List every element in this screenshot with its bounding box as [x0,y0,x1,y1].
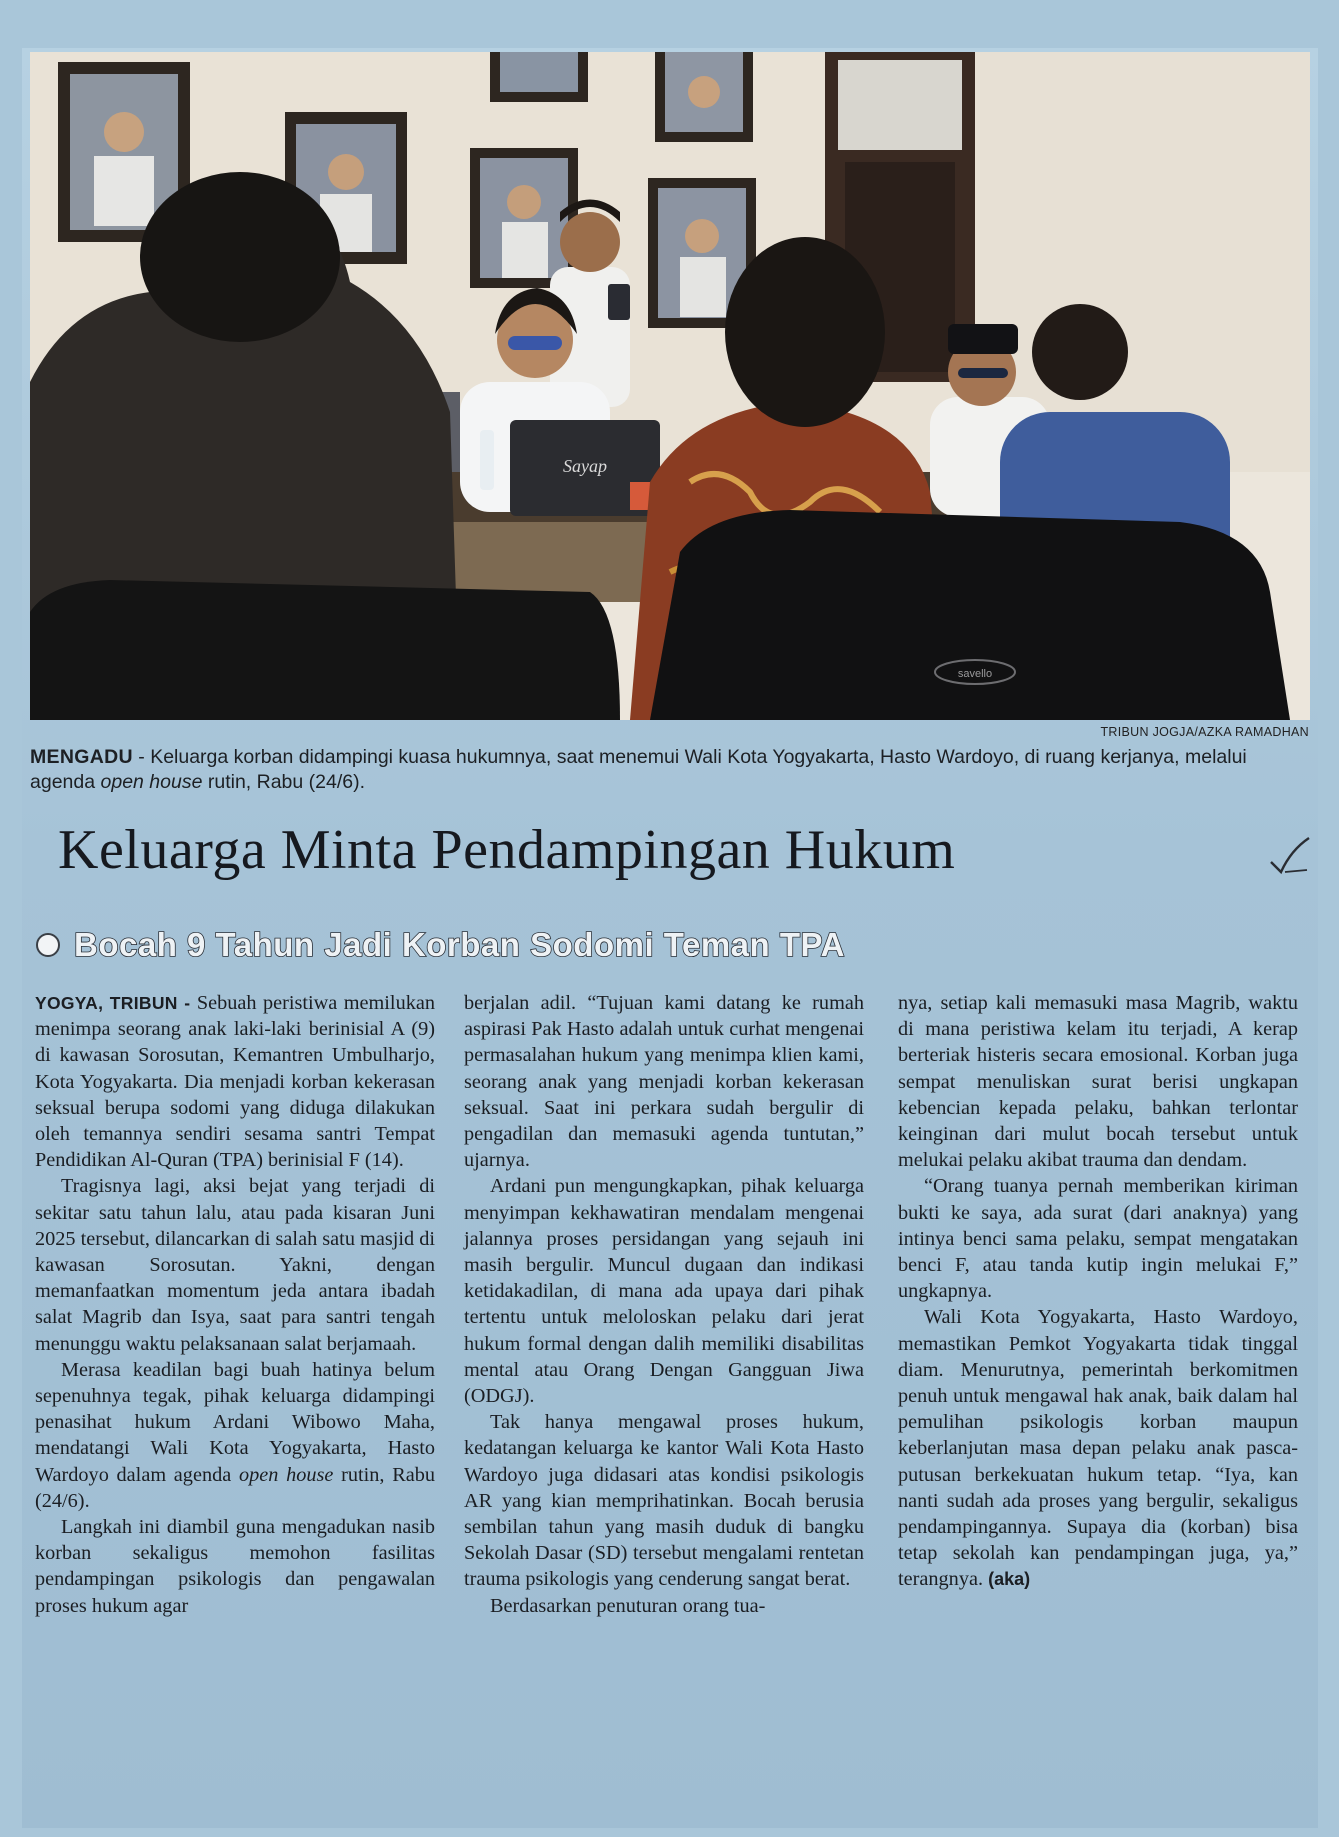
paragraph-continued: berjalan adil. “Tujuan kami datang ke rumah aspirasi Pak Hasto adalah untuk curhat mengenai permasalahan hukum yang menimpa klien kami, seorang anak yang menjadi korban kekerasan seksual. Saat ini perkara sudah bergulir di pengadilan dan memasuki agenda tuntutan,” ujarnya. [464,992,864,1172]
checkmark-icon [1267,832,1313,878]
subhead-text: Bocah 9 Tahun Jadi Korban Sodomi Teman TPA [74,926,845,963]
caption-lead: MENGADU [30,746,133,768]
photo-caption [30,745,1310,795]
paragraph-text: Wali Kota Yogyakarta, Hasto Wardoyo, memastikan Pemkot Yogyakarta tidak tinggal diam. Menurutnya, pemerintah berkomitmen penuh untuk mengawal hak anak, baik dalam hal pemulihan psikologis korban maupun keberlanjutan masa depan pelaku anak pasca-putusan berkekuatan hukum tetap. “Iya, kan nanti sudah ada proses yang bergulir, sekaligus pendampingannya. Supaya dia (korban) bisa tetap sekolah kan pendampingan juga, ya,” terangnya. [898,1306,1298,1591]
laptop-sticker: Sayap [563,456,607,476]
article-subhead [36,921,1316,969]
paragraph-text: Merasa keadilan bagi buah hatinya belum sepenuhnya tegak, pihak keluarga didampingi penasihat hukum Ardani Wibowo Maha, mendatangi Wali Kota Yogyakarta, Hasto Wardoyo dalam agenda [35,1358,435,1486]
portrait-frame [490,52,588,102]
paragraph [35,1357,435,1514]
news-photo [30,52,1310,720]
article-column-1 [35,990,435,1619]
author-signature: (aka) [988,1569,1031,1590]
paragraph-text: rutin, Rabu (24/6). [35,1463,436,1512]
chair-brand: savello [957,668,993,680]
bullet-icon [36,933,60,957]
paragraph: Tak hanya mengawal proses hukum, kedatangan keluarga ke kantor Wali Kota Hasto Wardoyo juga didasari atas kondisi psikologis AR yang kian memprihatinkan. Bocah berusia sembilan tahun yang masih duduk di bangku Sekolah Dasar (SD) tersebut mengalami rentetan trauma psikologis yang cenderung sangat berat. [464,1411,864,1591]
paragraph-text: Sebuah peristiwa memilukan menimpa seorang anak laki-laki berinisial A (9) di kawasan Sorosutan, Kemantren Umbulharjo, Kota Yogyakarta. Dia menjadi korban kekerasan seksual berupa sodomi yang diduga dilakukan oleh temannya sendiri sesama santri Tempat Pendidikan Al-Quran (TPA) berinisial F (14). [35,992,435,1172]
caption-body: - Keluarga korban didampingi kuasa hukumnya, saat menemui Wali Kota Yogyakarta, Hasto Wardoyo, di ruang kerjanya, melalui agenda [30,746,1247,793]
paragraph: Tragisnya lagi, aksi bejat yang terjadi di sekitar satu tahun lalu, atau pada kisaran Juni 2025 tersebut, dilancarkan di salah satu masjid di kawasan Sorosutan. Yakni, dengan memanfaatkan momentum jeda antara ibadah salat Magrib dan Isya, saat para santri tengah menunggu waktu pelaksanaan salat berjamaah. [35,1175,435,1355]
article-headline: Keluarga Minta Pendampingan Hukum [58,819,956,881]
paragraph: “Orang tuanya pernah memberikan kiriman bukti ke saya, ada surat (dari anaknya) yang intinya benci sama pelaku, sempat mengatakan benci F, atau tanda kutip ingin melukai F,” ungkapnya. [898,1175,1298,1303]
paragraph [35,990,435,1173]
dateline: YOGYA, TRIBUN - [35,993,191,1013]
article-column-2 [464,990,864,1619]
paragraph [898,1304,1298,1592]
article-column-3 [898,990,1298,1593]
caption-italic: open house [100,771,203,793]
caption-tail: rutin, Rabu (24/6). [202,771,366,793]
chair [650,510,1290,720]
photo-credit: TRIBUN JOGJA/AZKA RAMADHAN [1100,725,1309,739]
paragraph: Berdasarkan penuturan orang tua- [490,1594,766,1617]
paragraph-italic: open house [238,1463,334,1486]
paragraph: Langkah ini diambil guna mengadukan nasib korban sekaligus memohon fasilitas pendampingan psikologis dan pengawalan proses hukum agar [35,1516,435,1617]
paragraph: Ardani pun mengungkapkan, pihak keluarga menyimpan kekhawatiran mendalam mengenai jalannya proses persidangan yang sejauh ini masih bergulir. Muncul dugaan dan indikasi ketidakadilan, di mana ada upaya dari pihak tertentu untuk meloloskan pelaku dari jerat hukum formal dengan dalih memiliki disabilitas mental atau Orang Dengan Gangguan Jiwa (ODGJ). [464,1175,864,1408]
portrait-frame [655,52,753,142]
paragraph-continued: nya, setiap kali memasuki masa Magrib, waktu di mana peristiwa kelam itu terjadi, A kerap berteriak histeris secara emosional. Korban juga sempat menuliskan surat berisi ungkapan kebencian kepada pelaku, bahkan terlontar keinginan dari mulut bocah tersebut untuk melukai pelaku akibat trauma dan dendam. [898,992,1298,1172]
